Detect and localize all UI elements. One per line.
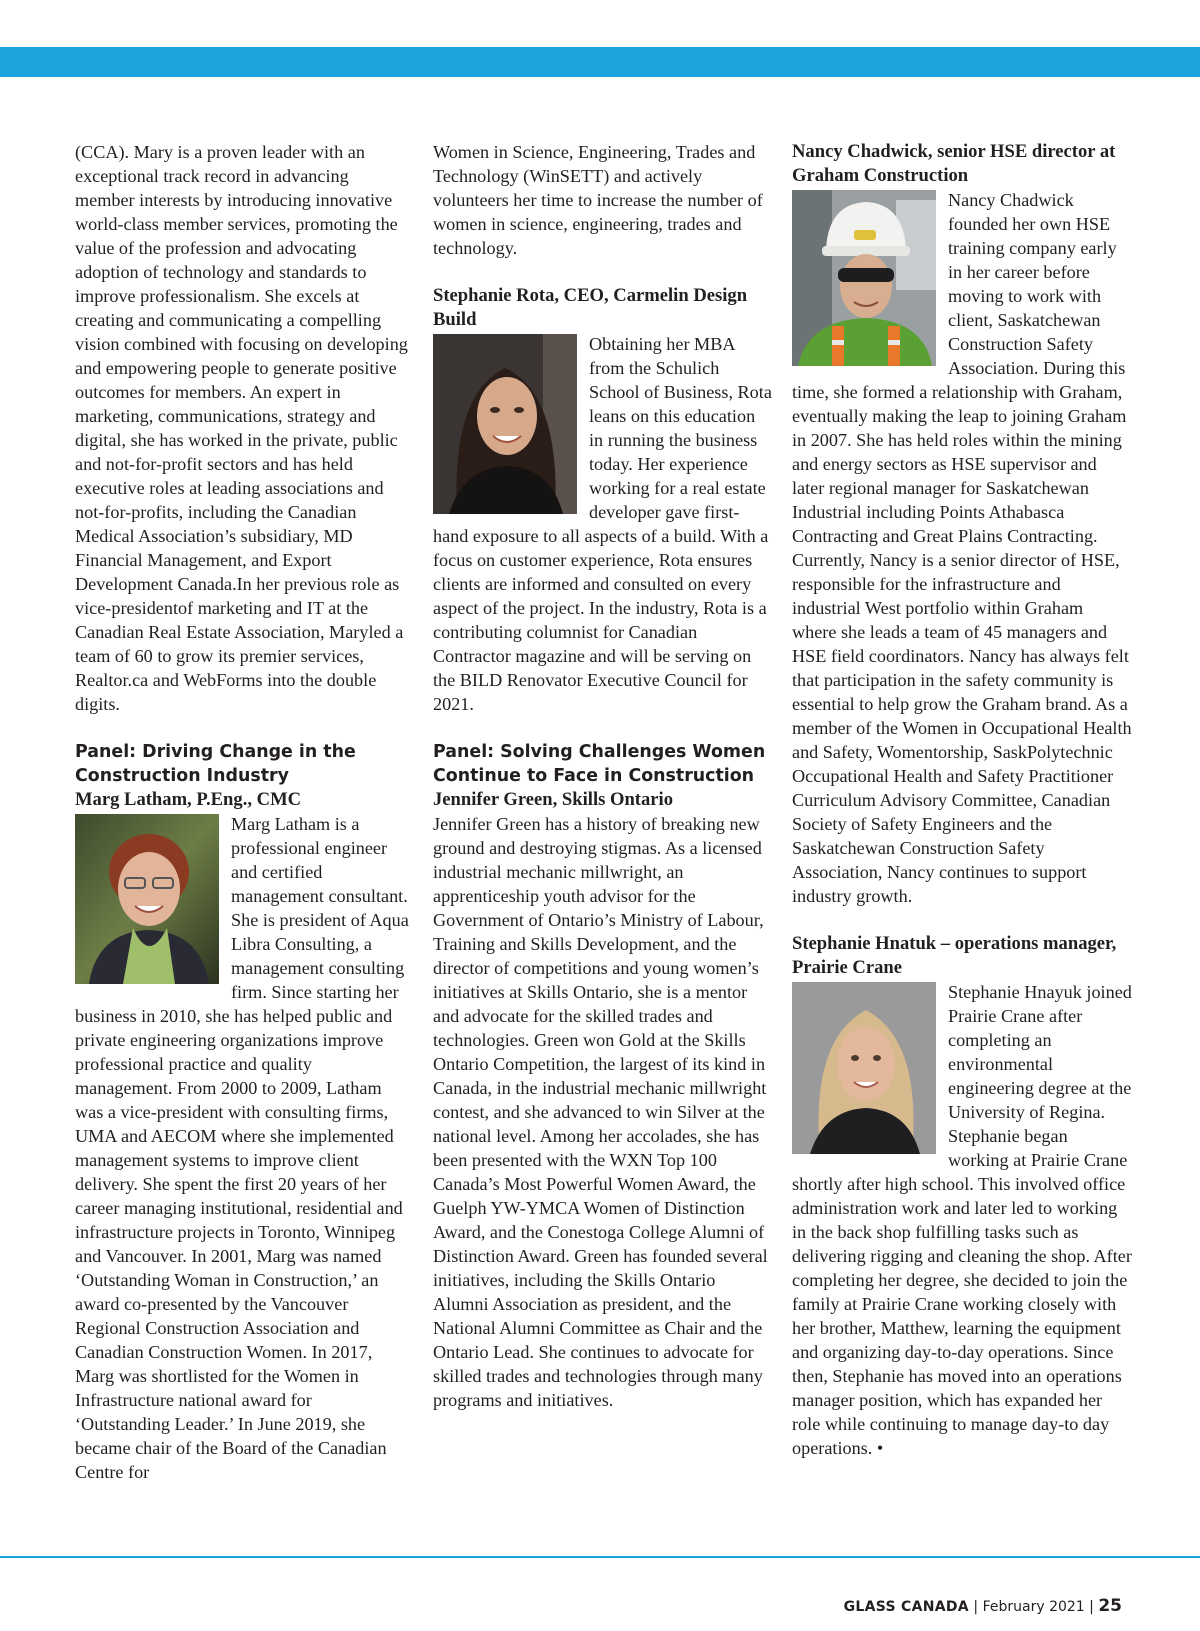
stephanie-rota-heading: Stephanie Rota, CEO, Carmelin Design Build <box>433 285 748 330</box>
stephanie-rota-photo <box>433 334 577 514</box>
marg-latham-photo <box>75 814 219 984</box>
stephanie-hnatuk-photo <box>792 982 936 1154</box>
mary-bio-continued: (CCA). Mary is a proven leader with an exceptional track record in advancing member interests by introducing innovative world-class member services, promoting the value of the profession and advocating adoption of technology and standards to improve professionalism. She excels at creating and communicating a compelling vision combined with focusing on developing and empowering people to generate positive outcomes for members. An expert in marketing, communications, strategy and digital, she has worked in the private, public and not-for-profit sectors and has held executive roles at leading associations and not-for-profits, including the Canadian Medical Association’s subsidiary, MD Financial Management, and Export Development Canada.In her previous role as vice-presidentof marketing and IT at the Canadian Real Estate Association, Maryled a team of 60 to grow its premier services, Realtor.ca and WebForms into the double digits. <box>75 142 408 714</box>
magazine-name: GLASS CANADA <box>843 1599 969 1615</box>
footer-separator: | <box>968 1599 983 1615</box>
page-footer <box>844 1596 1122 1616</box>
top-accent-bar <box>0 47 1200 77</box>
column-3 <box>792 140 1132 1460</box>
stephanie-hnatuk-bio: Stephanie Hnayuk joined Prairie Crane after completing an environmental engineering degree at the University of Regina. Stephanie began working at Prairie Crane shortly after high school. This involved office administration work and later led to working in the back shop fulfilling tasks such as delivering rigging and cleaning the shop. After completing her degree, she decided to join the family at Prairie Crane working closely with her brother, Matthew, learning the equipment and organizing day-to-day operations. Since then, Stephanie has moved into an operations manager position, which has expanded her role while continuing to manage day-to day operations. • <box>792 982 1132 1458</box>
jennifer-green-bio: Jennifer Green has a history of breaking new ground and destroying stigmas. As a licensed industrial mechanic millwright, an apprenticeship youth advisor for the Government of Ontario’s Ministry of Labour, Training and Skills Development, and the director of competitions and young women’s initiatives at Skills Ontario, she is a mentor and advocate for the skilled trades and technologies. Green won Gold at the Skills Ontario Competition, the largest of its kind in Canada, in the industrial mechanic millwright contest, and she advanced to win Silver at the national level. Among her accolades, she has been presented with the WXN Top 100 Canada’s Most Powerful Women Award, the Guelph YW-YMCA Women of Distinction Award, and the Conestoga College Alumni of Distinction Award. Green has founded several initiatives, including the Skills Ontario Alumni Association as president, and the National Alumni Committee as Chair and the Ontario Lead. She continues to advocate for skilled trades and technologies through many programs and initiatives. <box>433 814 768 1410</box>
nancy-chadwick-bio: Nancy Chadwick founded her own HSE training company early in her career before moving to work with client, Saskatchewan Construction Safety Association. During this time, she formed a relationship with Graham, eventually making the leap to joining Graham in 2007. She has held roles within the mining and energy sectors as HSE supervisor and later regional manager for Saskatchewan Industrial including Points Athabasca Contracting and Great Plains Contracting. Currently, Nancy is a senior director of HSE, responsible for the infrastructure and industrial West portfolio within Graham where she leads a team of 45 managers and HSE field coordinators. Nancy has always felt that participation in the safety community is essential to help grow the Graham brand. As a member of the Women in Occupational Health and Safety, Womentorship, SaskPolytechnic Occupational Health and Safety Practitioner Curriculum Advisory Committee, Canadian Society of Safety Engineers and the Saskatchewan Construction Safety Association, Nancy continues to support industry growth. <box>792 190 1132 906</box>
issue-date: February 2021 <box>982 1599 1085 1615</box>
nancy-chadwick-heading: Nancy Chadwick, senior HSE director at Graham Construction <box>792 141 1116 186</box>
nancy-chadwick-photo <box>792 190 936 366</box>
stephanie-rota-bio: Obtaining her MBA from the Schulich School of Business, Rota leans on this education in running the business today. Her experience working for a real estate developer gave first-hand exposure to all aspects of a build. With a focus on customer experience, Rota ensures clients are informed and consulted on every aspect of the project. In the industry, Rota is a contributing columnist for Canadian Contractor magazine and will be serving on the BILD Renovator Executive Council for 2021. <box>433 334 772 714</box>
page-number: 25 <box>1098 1596 1122 1616</box>
panel-2-heading: Panel: Solving Challenges Women Continue to Face in Construction <box>433 742 766 786</box>
jennifer-green-heading: Jennifer Green, Skills Ontario <box>433 789 674 810</box>
marg-bio-continued: Women in Science, Engineering, Trades and Technology (WinSETT) and actively volunteers her time to increase the number of women in science, engineering, trades and technology. <box>433 142 763 258</box>
column-2 <box>433 140 773 1412</box>
stephanie-hnatuk-heading: Stephanie Hnatuk – operations manager, Prairie Crane <box>792 933 1117 978</box>
footer-separator: | <box>1084 1599 1099 1615</box>
panel-1-heading: Panel: Driving Change in the Construction Industry <box>75 742 356 786</box>
marg-latham-heading: Marg Latham, P.Eng., CMC <box>75 789 302 810</box>
marg-latham-bio: Marg Latham is a professional engineer and certified management consultant. She is president of Aqua Libra Consulting, a management consulting firm. Since starting her business in 2010, she has helped public and private engineering organizations improve professional practice and quality management. From 2000 to 2009, Latham was a vice-president with consulting firms, UMA and AECOM where she implemented management systems to improve client delivery. She spent the first 20 years of her career managing institutional, residential and infrastructure projects in Toronto, Winnipeg and Vancouver. In 2001, Marg was named ‘Outstanding Woman in Construction,’ an award co-presented by the Vancouver Regional Construction Association and Canadian Construction Women. In 2017, Marg was shortlisted for the Women in Infrastructure national award for ‘Outstanding Leader.’ In June 2019, she became chair of the Board of the Canadian Centre for <box>75 814 409 1482</box>
footer-rule <box>0 1556 1200 1558</box>
column-1 <box>75 140 410 1484</box>
